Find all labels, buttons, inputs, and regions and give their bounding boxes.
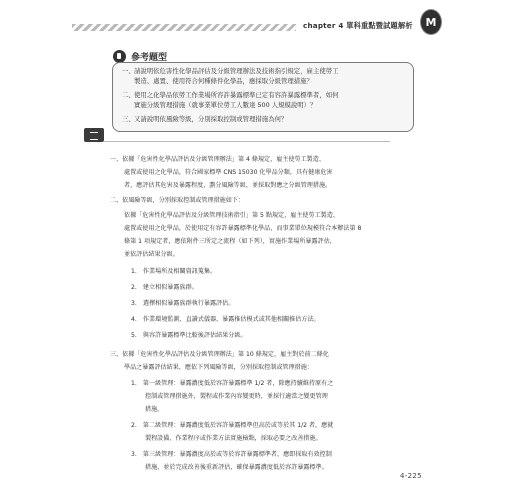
answer-line: 二、依風險等級，分別採取控制或管理措施如下： — [110, 197, 245, 204]
question-item — [122, 114, 408, 124]
answer-line: 並依評估結果分級。 — [124, 251, 179, 258]
list-item: 3. 選擇相似暴露族群執行暴露評估。 — [131, 300, 235, 307]
list-item: 4. 作業環境監測、直讀式儀器、暴露推估模式或其他相關推估方法。 — [131, 316, 320, 323]
question-number: 三、 — [122, 115, 135, 123]
question-item — [122, 66, 408, 86]
answer-marker-icon — [84, 128, 104, 142]
list-item: 1. 第一級管理：暴露濃度低於容許暴露標準 1/2 者，除應持續維持原有之 — [131, 380, 334, 387]
question-item — [122, 90, 408, 110]
list-item-continuation: 控制或管理措施外，製程或作業內容變更時，並採行適當之變更管理 — [145, 393, 328, 400]
question-number: 二、 — [122, 91, 135, 99]
list-item-continuation: 措施，並於完成改善後重新評估，確保暴露濃度低於容許暴露標準。 — [145, 464, 328, 471]
answer-line: 學品之暴露評估結果，應依下列風險等級，分別採取控制或管理措施： — [124, 364, 313, 371]
list-item: 3. 第三級管理：暴露濃度高於或等於容許暴露標準者，應即採取有效控制 — [131, 451, 332, 458]
list-item-continuation: 措施。 — [145, 406, 164, 413]
question-number: 一、 — [122, 67, 135, 75]
answer-line: 一、依據「危害性化學品評估及分級管理辦法」第 4 條規定，雇主使勞工製造、 — [110, 156, 325, 163]
list-item: 5. 與容許暴露標準比較後評估結果分級。 — [131, 332, 247, 339]
list-item: 2. 第二級管理：暴露濃度低於容許暴露標準但高於或等於其 1/2 者，應就 — [131, 422, 334, 429]
publisher-logo-icon: M — [420, 9, 442, 35]
question-text: 又請說明依風險等級，分別採取控制或管理措施為何？ — [134, 115, 288, 123]
question-text: 使用之化學品依勞工作業場所容許暴露標準已定有容許暴露標準者，如何 — [134, 91, 339, 99]
answer-line: 條第 1 項規定者，應依附件三所定之流程（如下列），實施作業場所暴露評估， — [124, 238, 336, 245]
list-item: 1. 作業場所及相關資訊蒐集。 — [131, 268, 217, 275]
header-stripe-bar — [72, 24, 296, 31]
document-icon — [113, 50, 126, 63]
list-item: 2. 建立相似暴露族群。 — [131, 284, 198, 291]
answer-line: 處置或使用之化學品，於使用定有容許暴露標準化學品，而事業單位規模符合本辦法第 8 — [124, 225, 362, 232]
question-text: 製造、處置、使用符合何種條件化學品，應採取分級管理措施？ — [134, 77, 313, 85]
page-number: 4-225 — [400, 472, 422, 480]
chapter-title: chapter 4 單科重點暨試題解析 — [303, 21, 413, 30]
list-item-continuation: 製程設備、作業程序或作業方法實施檢點，採取必要之改善措施。 — [145, 435, 322, 442]
divider — [104, 141, 390, 142]
answer-line: 三、依據「危害性化學品評估及分級管理辦法」第 10 條規定，雇主對於前二條化 — [110, 351, 329, 358]
answer-line: 依據「危害性化學品評估及分級管理技術指引」第 5 點規定，雇主使勞工製造、 — [124, 212, 339, 219]
page-header — [0, 0, 520, 40]
question-text: 請說明依危害性化學品評估及分級管理辦法及技術指引規定，雇主使勞工 — [134, 67, 339, 75]
section-title: 參考題型 — [131, 52, 168, 63]
question-text: 實施分級管理措施（就事業單位勞工人數達 500 人規模說明）？ — [134, 101, 317, 109]
answer-line: 者，應評估其危害及暴露程度，劃分風險等級，並採取對應之分級管理措施。 — [124, 182, 332, 189]
answer-line: 處置或使用之化學品，符合國家標準 CNS 15030 化學品分類，具有健康危害 — [124, 169, 333, 176]
